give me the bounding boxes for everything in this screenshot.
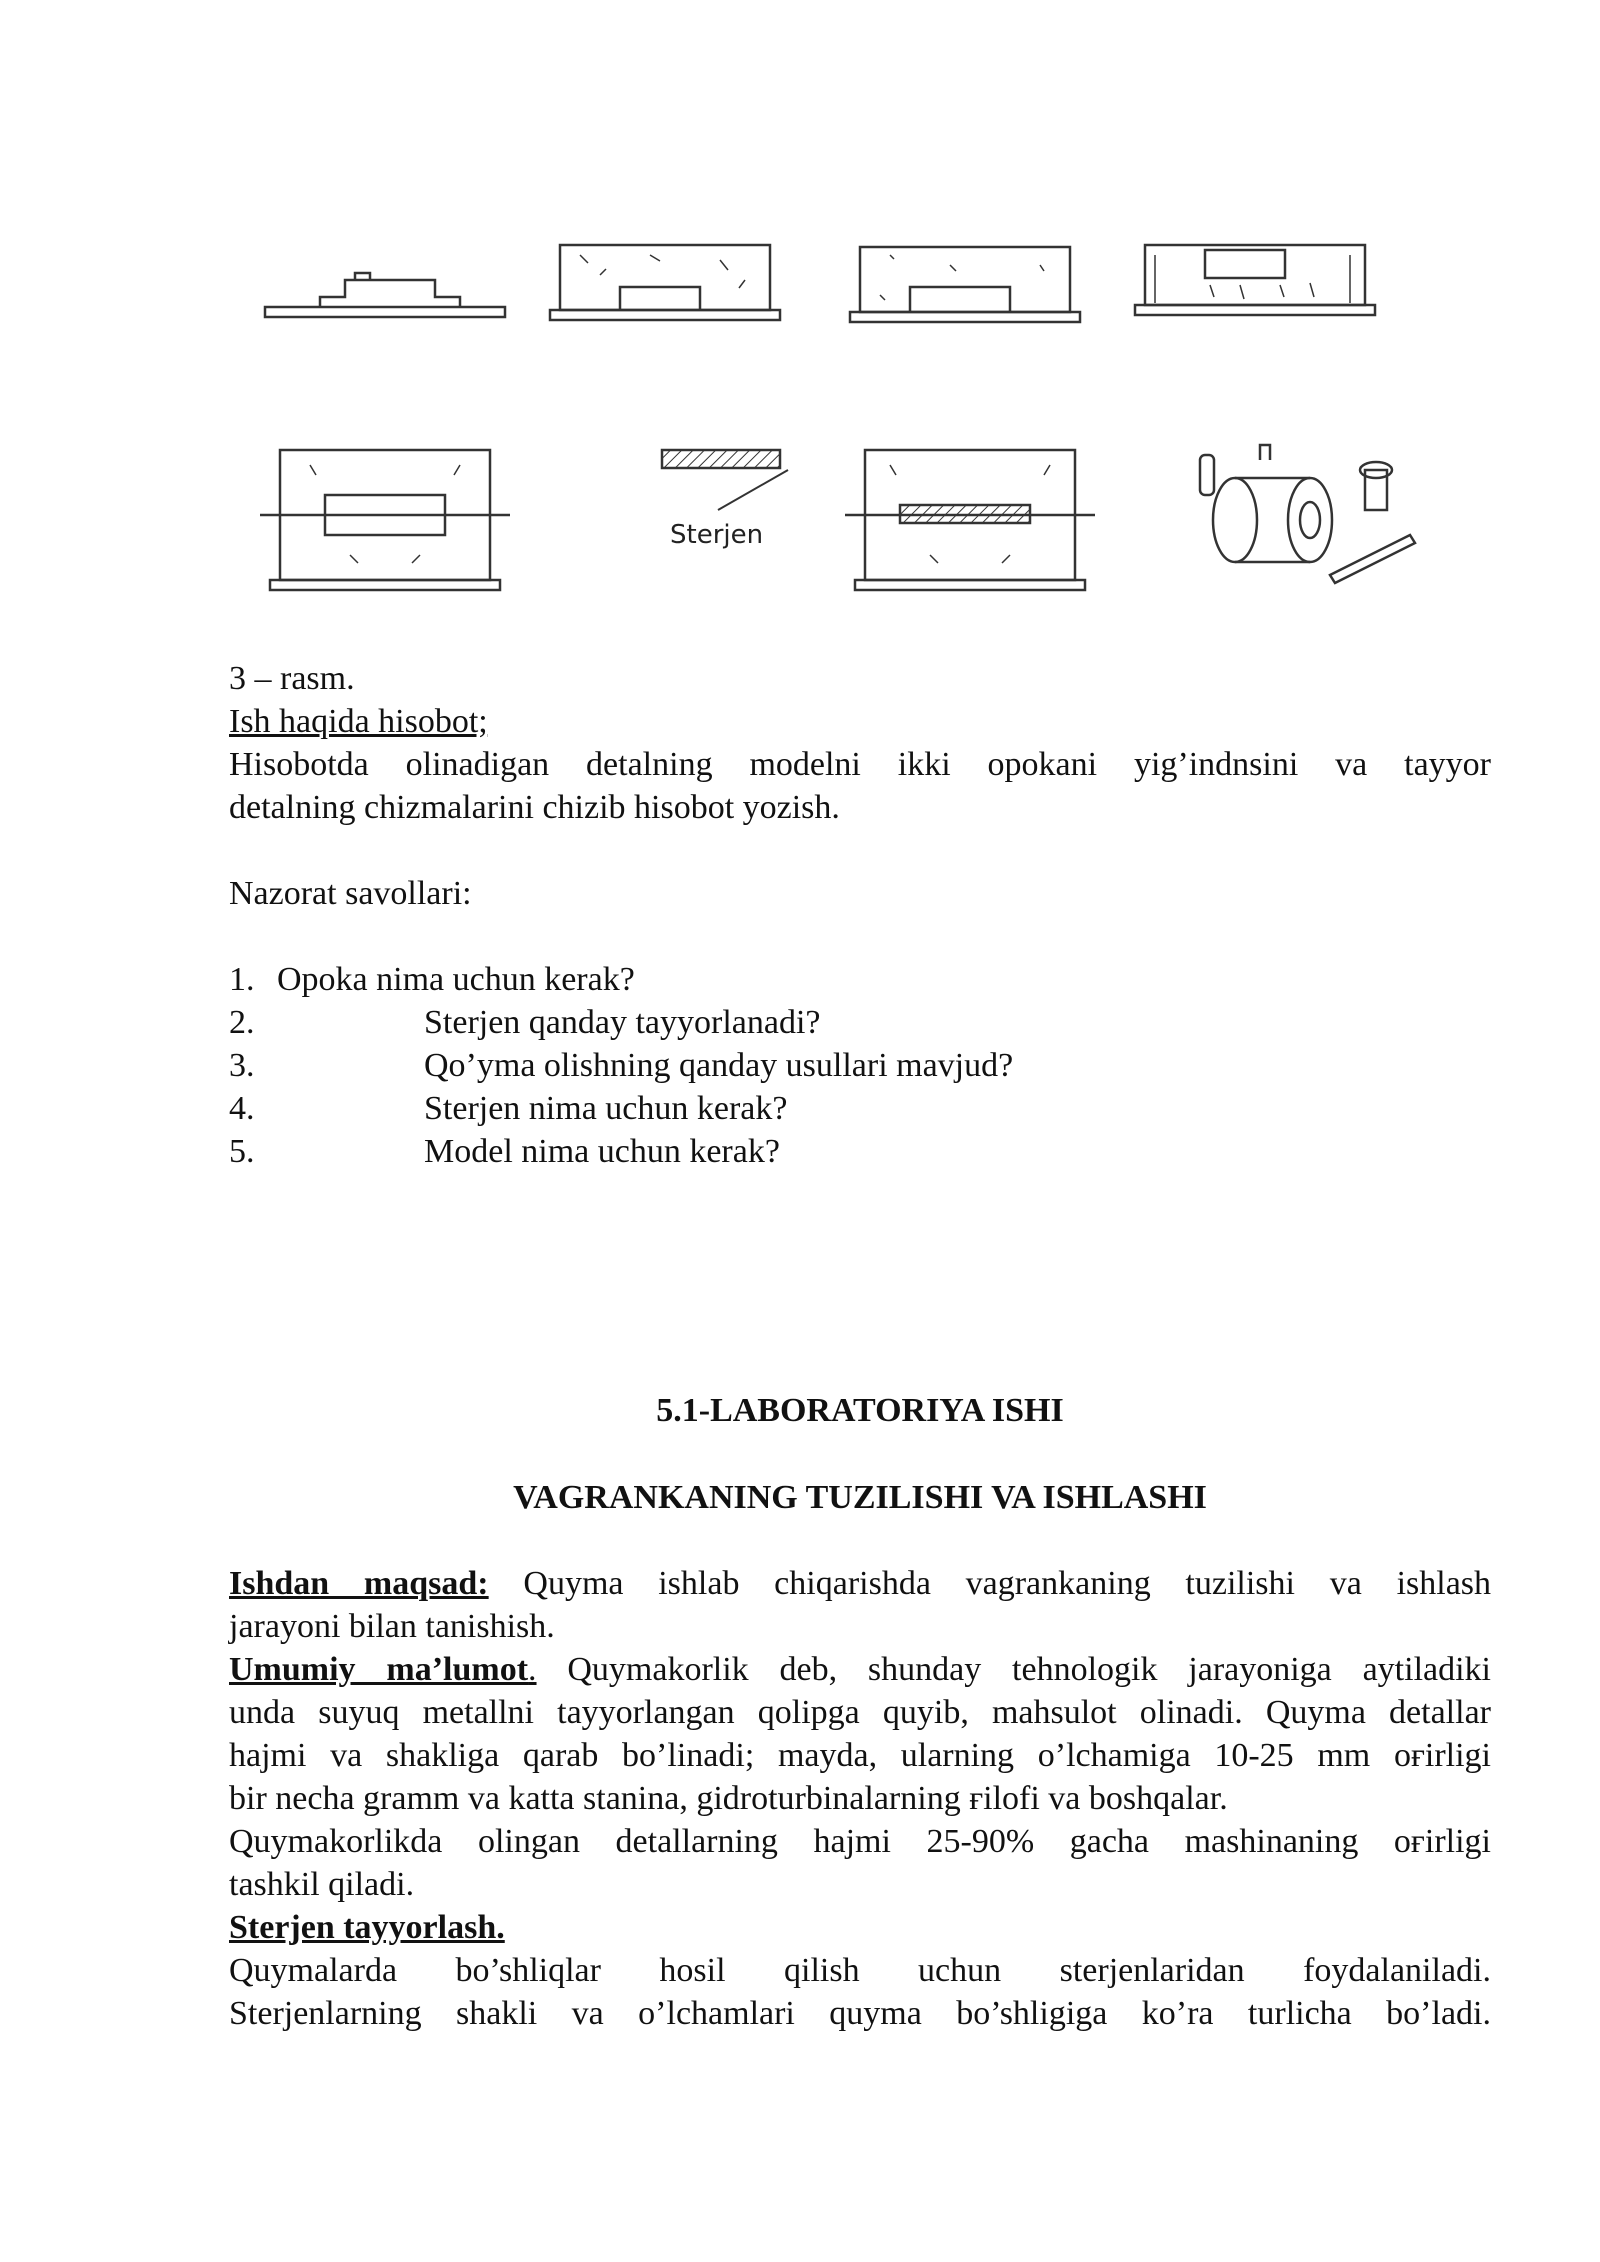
info-line: unda suyuq metallni tayyorlangan qolipga quyib, mahsulot olinadi. Quyma detallar (229, 1694, 1491, 1731)
report-section (229, 700, 1491, 829)
info-line: hajmi va shakliga qarab bo’linadi; mayda, ularning o’lchamiga 10-25 mm oғirligi (229, 1737, 1491, 1774)
sketch-assembled-flasks (1135, 245, 1375, 315)
casting-process-figure (250, 225, 1430, 645)
sketch-finished-casting (1200, 445, 1415, 583)
question-item: 4. Sterjen nima uchun kerak? (229, 1090, 788, 1127)
info-line: Umumiy ma’lumot. Quymakorlik deb, shunday tehnologik jarayoniga aytiladiki (229, 1651, 1492, 1688)
sketch-flipped-flask (850, 247, 1080, 322)
core-line: Quymalarda bo’shliqlar hosil qilish uchun sterjenlaridan foydalaniladi. (229, 1952, 1491, 1989)
report-line: detalning chizmalarini chizib hisobot yozish. (229, 789, 840, 826)
sketch-lower-flask (550, 245, 780, 320)
figure-caption: 3 – rasm. (229, 660, 355, 697)
info-line: bir necha gramm va katta stanina, gidroturbinalarning ғilofi va boshqalar. (229, 1780, 1228, 1817)
sketch-core (662, 450, 788, 510)
info-line: Quymakorlikda olingan detallarning hajmi 25-90% gacha mashinaning oғirligi (229, 1823, 1491, 1860)
casting-sketches (250, 225, 1430, 645)
question-item: 1. Opoka nima uchun kerak? (229, 961, 635, 998)
question-item: 5. Model nima uchun kerak? (229, 1133, 780, 1170)
questions-heading: Nazorat savollari: (229, 875, 472, 912)
report-line: Hisobotda olinadigan detalning modelni ikki opokani yig’indnsini va tayyor (229, 746, 1491, 783)
report-heading: Ish haqida hisobot; (229, 703, 488, 740)
lab-subtitle: VAGRANKANING TUZILISHI VA ISHLASHI (513, 1479, 1207, 1516)
lab-title: 5.1-LABORATORIYA ISHI (656, 1392, 1064, 1429)
sketch-mold-with-cavity (260, 450, 510, 590)
questions-section (229, 872, 1491, 915)
core-label: Sterjen (670, 520, 764, 550)
lab-body (229, 1562, 1491, 2035)
info-label: Umumiy ma’lumot (229, 1651, 529, 1688)
core-line: Sterjenlarning shakli va o’lchamlari quyma bo’shligiga ko’ra turlicha bo’ladi. (229, 1995, 1491, 2032)
goal-line: Ishdan maqsad: Quyma ishlab chiqarishda vagrankaning tuzilishi va ishlash (229, 1565, 1492, 1602)
question-item: 3. Qo’yma olishning qanday usullari mavjud? (229, 1047, 1014, 1084)
sketch-model-on-board (265, 273, 505, 317)
info-line: tashkil qiladi. (229, 1866, 415, 1903)
core-heading: Sterjen tayyorlash. (229, 1909, 505, 1946)
sketch-mold-with-core (845, 450, 1095, 590)
question-item: 2. Sterjen qanday tayyorlanadi? (229, 1004, 821, 1041)
goal-label: Ishdan maqsad: (229, 1565, 489, 1602)
questions-list (229, 958, 1491, 1173)
goal-line: jarayoni bilan tanishish. (229, 1608, 555, 1645)
